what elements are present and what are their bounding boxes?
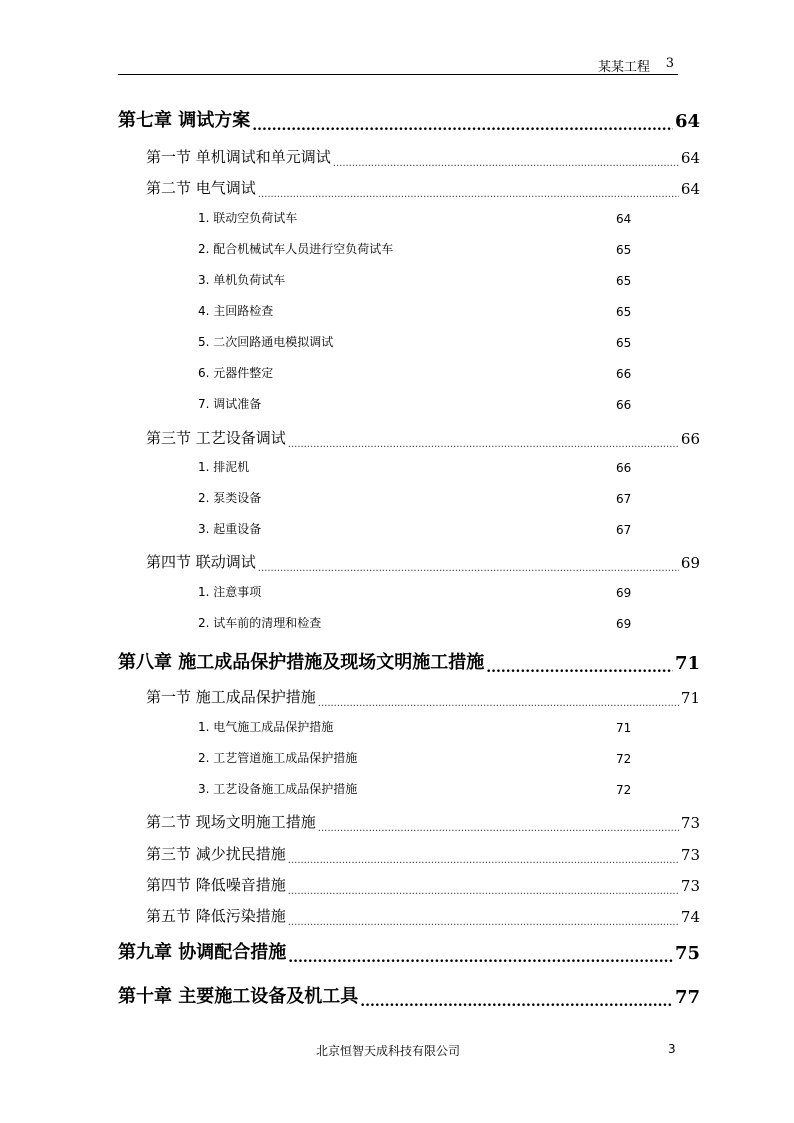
- toc-entry-label: 第八章 施工成品保护措施及现场文明施工措施: [118, 652, 485, 673]
- toc-item-entry[interactable]: [198, 239, 638, 257]
- toc-item-entry[interactable]: [198, 717, 638, 735]
- toc-section-entry[interactable]: [146, 426, 700, 448]
- toc-item-entry[interactable]: [198, 301, 638, 319]
- toc-entry-label: 第二节 现场文明施工措施: [146, 813, 316, 831]
- toc-entry-label: 第四节 联动调试: [146, 553, 256, 571]
- toc-entry-page: 67: [616, 492, 632, 506]
- toc-section-entry[interactable]: [146, 873, 700, 895]
- toc-item-entry[interactable]: [198, 270, 638, 288]
- toc-entry-label: 6. 元器件整定: [198, 366, 274, 380]
- toc-entry-page: 77: [674, 987, 700, 1008]
- toc-entry-page: 73: [680, 846, 700, 864]
- toc-entry-label: 3. 工艺设备施工成品保护措施: [198, 782, 358, 796]
- toc-item-entry[interactable]: [198, 748, 638, 766]
- toc-entry-label: 2. 试车前的清理和检查: [198, 616, 322, 630]
- toc-entry-page: 64: [674, 111, 700, 132]
- toc-entry-label: 3. 起重设备: [198, 522, 262, 536]
- dot-leader: [486, 656, 673, 674]
- toc-entry-label: 第一节 单机调试和单元调试: [146, 148, 331, 166]
- toc-entry-page: 74: [680, 908, 700, 926]
- toc-entry-page: 65: [616, 274, 632, 288]
- toc-entry-page: 64: [680, 180, 700, 198]
- toc-entry-page: 65: [616, 243, 632, 257]
- toc-entry-page: 65: [616, 305, 632, 319]
- toc-chapter-entry[interactable]: [118, 938, 700, 964]
- dot-leader: [258, 557, 679, 572]
- toc-entry-page: 67: [616, 523, 632, 537]
- toc-entry-label: 1. 电气施工成品保护措施: [198, 720, 334, 734]
- toc-item-entry[interactable]: [198, 208, 638, 226]
- toc-section-entry[interactable]: [146, 685, 700, 707]
- toc-entry-label: 1. 联动空负荷试车: [198, 211, 298, 225]
- toc-entry-page: 66: [680, 430, 700, 448]
- toc-section-entry[interactable]: [146, 550, 700, 572]
- toc-entry-label: 第三节 工艺设备调试: [146, 429, 286, 447]
- dot-leader: [288, 433, 679, 448]
- toc-item-entry[interactable]: [198, 582, 638, 600]
- toc-entry-page: 75: [674, 943, 700, 964]
- toc-chapter-entry[interactable]: [118, 648, 700, 674]
- dot-leader: [288, 946, 673, 964]
- toc-section-entry[interactable]: [146, 176, 700, 198]
- toc-entry-label: 第三节 减少扰民措施: [146, 845, 286, 863]
- toc-item-entry[interactable]: [198, 332, 638, 350]
- toc-section-entry[interactable]: [146, 145, 700, 167]
- toc-section-entry[interactable]: [146, 842, 700, 864]
- toc-chapter-entry[interactable]: [118, 982, 700, 1008]
- toc-item-entry[interactable]: [198, 363, 638, 381]
- dot-leader: [360, 990, 673, 1008]
- toc-chapter-entry[interactable]: [118, 106, 700, 132]
- toc-entry-page: 71: [616, 721, 632, 735]
- toc-entry-page: 65: [616, 336, 632, 350]
- toc-entry-label: 2. 工艺管道施工成品保护措施: [198, 751, 358, 765]
- toc-entry-page: 66: [616, 367, 632, 381]
- toc-entry-page: 71: [674, 653, 700, 674]
- dot-leader: [318, 692, 679, 707]
- toc-entry-page: 72: [616, 783, 632, 797]
- dot-leader: [333, 152, 679, 167]
- dot-leader: [288, 849, 679, 864]
- dot-leader: [288, 911, 679, 926]
- toc-entry-label: 第二节 电气调试: [146, 179, 256, 197]
- toc-entry-page: 64: [680, 149, 700, 167]
- toc-item-entry[interactable]: [198, 779, 638, 797]
- toc-entry-label: 第一节 施工成品保护措施: [146, 688, 316, 706]
- toc-entry-page: 64: [616, 212, 632, 226]
- toc-entry-label: 5. 二次回路通电模拟调试: [198, 335, 334, 349]
- toc-item-entry[interactable]: [198, 519, 638, 537]
- toc-entry-page: 66: [616, 461, 632, 475]
- toc-item-entry[interactable]: [198, 488, 638, 506]
- footer-company: 北京恒智天成科技有限公司: [316, 1044, 461, 1058]
- toc-entry-label: 2. 配合机械试车人员进行空负荷试车: [198, 242, 394, 256]
- toc-entry-label: 3. 单机负荷试车: [198, 273, 286, 287]
- toc-entry-label: 第四节 降低噪音措施: [146, 876, 286, 894]
- toc-entry-label: 第五节 降低污染措施: [146, 907, 286, 925]
- toc-entry-page: 69: [680, 554, 700, 572]
- toc-entry-label: 4. 主回路检查: [198, 304, 274, 318]
- toc-entry-page: 73: [680, 814, 700, 832]
- toc-entry-page: 69: [616, 586, 632, 600]
- toc-entry-label: 7. 调试准备: [198, 397, 262, 411]
- dot-leader: [288, 880, 679, 895]
- dot-leader: [258, 183, 679, 198]
- toc-entry-page: 73: [680, 877, 700, 895]
- toc-item-entry[interactable]: [198, 613, 638, 631]
- toc-section-entry[interactable]: [146, 904, 700, 926]
- toc-entry-page: 66: [616, 398, 632, 412]
- toc-entry-page: 69: [616, 617, 632, 631]
- toc-entry-label: 第七章 调试方案: [118, 110, 251, 131]
- toc-entry-label: 第九章 协调配合措施: [118, 942, 287, 963]
- footer-page-number: 3: [668, 1042, 676, 1056]
- toc-entry-label: 2. 泵类设备: [198, 491, 262, 505]
- toc-entry-label: 1. 排泥机: [198, 460, 250, 474]
- page-header: [118, 56, 678, 75]
- toc-entry-page: 72: [616, 752, 632, 766]
- toc-entry-label: 第十章 主要施工设备及机工具: [118, 986, 359, 1007]
- header-title: 某某工程: [597, 60, 650, 75]
- toc-entry-page: 71: [680, 689, 700, 707]
- toc-entry-label: 1. 注意事项: [198, 585, 262, 599]
- header-page-number: 3: [665, 56, 674, 71]
- toc-item-entry[interactable]: [198, 457, 638, 475]
- toc-section-entry[interactable]: [146, 810, 700, 832]
- toc-item-entry[interactable]: [198, 394, 638, 412]
- dot-leader: [318, 817, 679, 832]
- dot-leader: [252, 114, 673, 132]
